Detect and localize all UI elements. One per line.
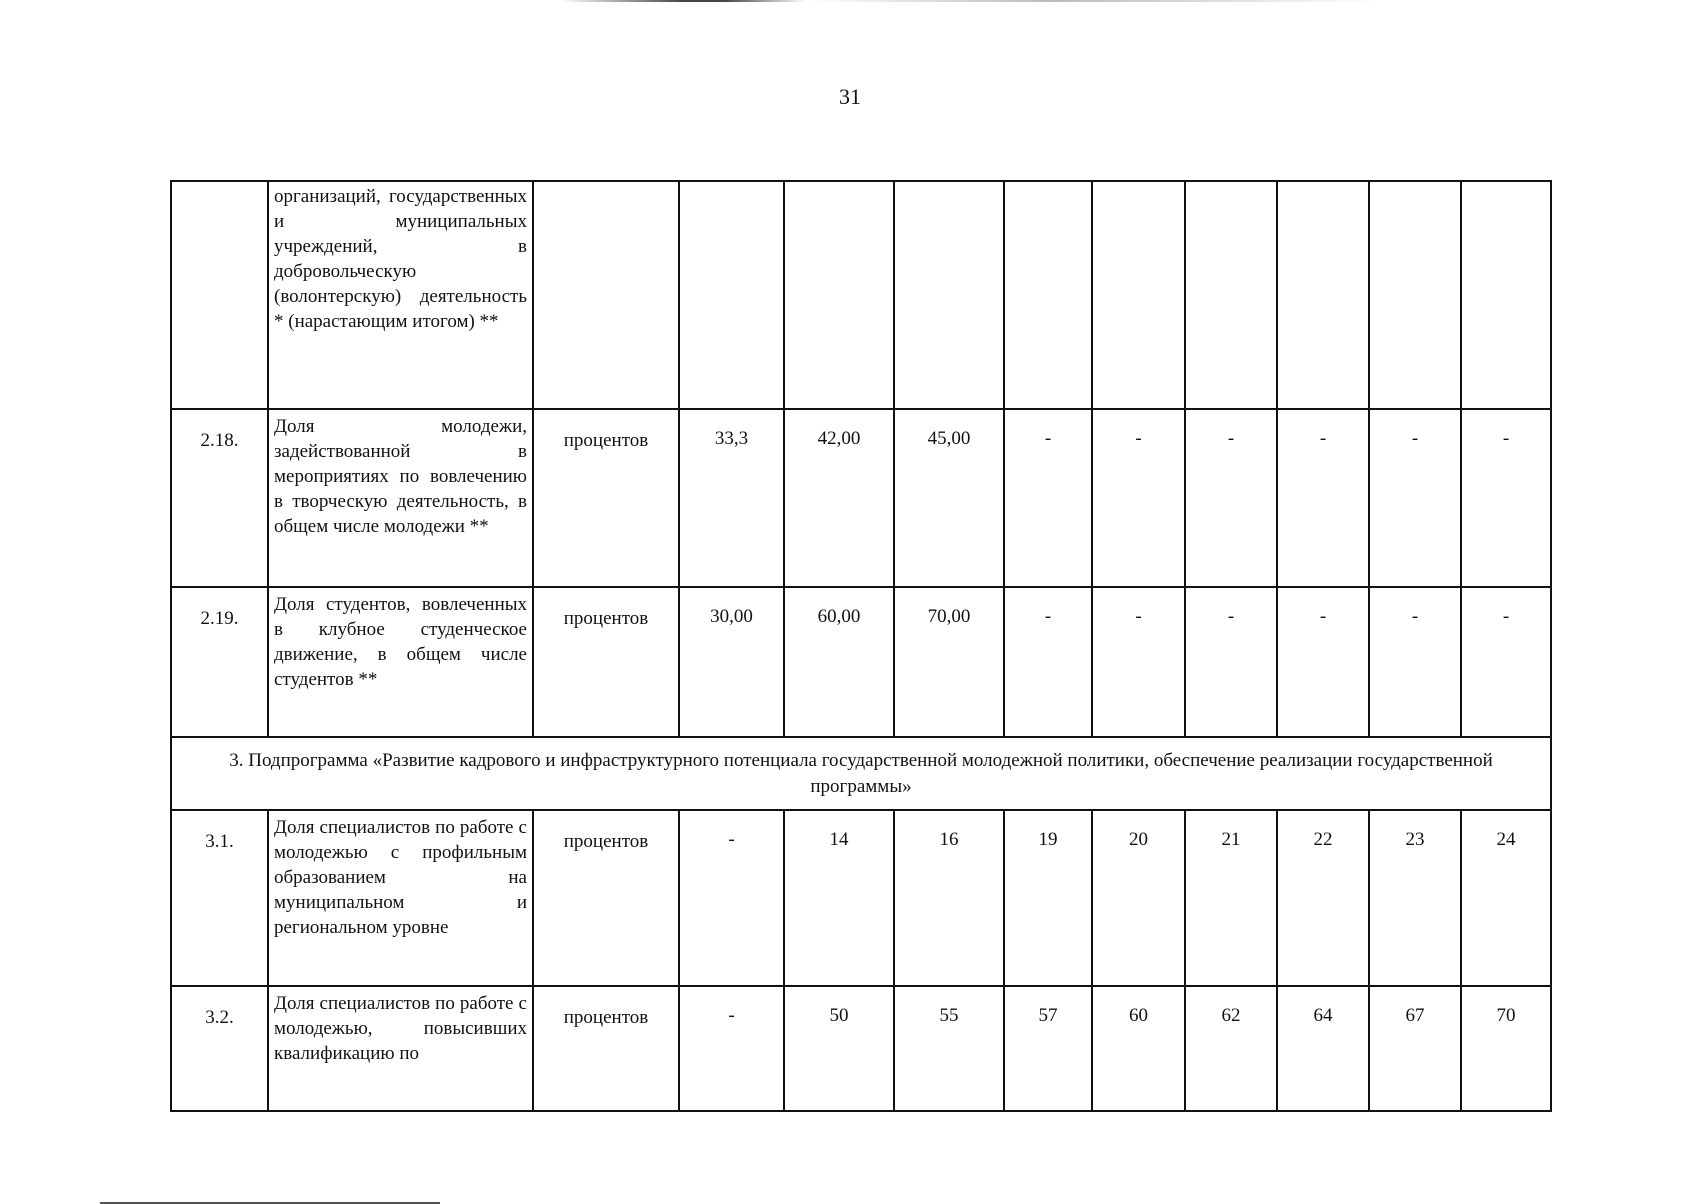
row-value: - xyxy=(679,986,784,1111)
row-unit: процентов xyxy=(533,409,679,587)
row-value: 16 xyxy=(894,810,1004,986)
row-description: Доля молодежи, задействованной в мероприятиях по вовлечению в творческую деятельность, в общем числе молодежи ** xyxy=(268,409,533,587)
row-value xyxy=(894,181,1004,409)
row-value xyxy=(1277,181,1369,409)
row-value: - xyxy=(1092,409,1185,587)
row-value xyxy=(1004,181,1092,409)
row-value: - xyxy=(1277,409,1369,587)
row-value xyxy=(1092,181,1185,409)
row-value: 70,00 xyxy=(894,587,1004,737)
row-value: 62 xyxy=(1185,986,1277,1111)
row-number: 2.19. xyxy=(171,587,268,737)
scan-artifact-top xyxy=(560,0,1380,2)
row-value xyxy=(784,181,894,409)
row-value xyxy=(1185,181,1277,409)
row-value: 14 xyxy=(784,810,894,986)
row-value: 30,00 xyxy=(679,587,784,737)
row-value: 60,00 xyxy=(784,587,894,737)
page-number: 31 xyxy=(839,84,861,109)
row-value xyxy=(1461,181,1551,409)
row-unit: процентов xyxy=(533,986,679,1111)
row-description: Доля специалистов по работе с молодежью с профильным образованием на муниципальном и региональном уровне xyxy=(268,810,533,986)
row-value: - xyxy=(1185,587,1277,737)
row-value: - xyxy=(1004,409,1092,587)
row-value: 20 xyxy=(1092,810,1185,986)
row-value: 42,00 xyxy=(784,409,894,587)
row-value: 50 xyxy=(784,986,894,1111)
row-value: - xyxy=(1185,409,1277,587)
row-value: 19 xyxy=(1004,810,1092,986)
row-unit: процентов xyxy=(533,587,679,737)
row-value: - xyxy=(1092,587,1185,737)
table-row xyxy=(171,409,1551,587)
row-value: - xyxy=(1004,587,1092,737)
row-value: 64 xyxy=(1277,986,1369,1111)
row-number: 3.2. xyxy=(171,986,268,1111)
row-value: - xyxy=(1461,587,1551,737)
row-description: Доля студентов, вовлеченных в клубное студенческое движение, в общем числе студентов ** xyxy=(268,587,533,737)
row-value: 24 xyxy=(1461,810,1551,986)
section-header-row xyxy=(171,737,1551,810)
row-unit xyxy=(533,181,679,409)
table-row xyxy=(171,810,1551,986)
row-description: Доля специалистов по работе с молодежью, повысивших квалификацию по xyxy=(268,986,533,1111)
row-value xyxy=(1369,181,1461,409)
row-number: 3.1. xyxy=(171,810,268,986)
row-value: 70 xyxy=(1461,986,1551,1111)
row-value: 21 xyxy=(1185,810,1277,986)
row-value xyxy=(679,181,784,409)
row-value: - xyxy=(1369,587,1461,737)
row-value: 23 xyxy=(1369,810,1461,986)
row-value: - xyxy=(679,810,784,986)
row-value: 57 xyxy=(1004,986,1092,1111)
row-value: - xyxy=(1461,409,1551,587)
table-row xyxy=(171,181,1551,409)
row-unit: процентов xyxy=(533,810,679,986)
row-number xyxy=(171,181,268,409)
row-value: 33,3 xyxy=(679,409,784,587)
row-value: - xyxy=(1369,409,1461,587)
row-number: 2.18. xyxy=(171,409,268,587)
row-value: 67 xyxy=(1369,986,1461,1111)
row-value: - xyxy=(1277,587,1369,737)
row-value: 55 xyxy=(894,986,1004,1111)
row-value: 22 xyxy=(1277,810,1369,986)
section-title: 3. Подпрограмма «Развитие кадрового и инфраструктурного потенциала государственной молодежной политики, обеспечение реализации государственной программы» xyxy=(171,737,1551,810)
row-value: 60 xyxy=(1092,986,1185,1111)
table-row xyxy=(171,587,1551,737)
row-description: организаций, государственных и муниципальных учреждений, в добровольческую (волонтерскую) деятельность * (нарастающим итогом) ** xyxy=(268,181,533,409)
table-row xyxy=(171,986,1551,1111)
row-value: 45,00 xyxy=(894,409,1004,587)
indicators-table xyxy=(170,180,1552,1112)
